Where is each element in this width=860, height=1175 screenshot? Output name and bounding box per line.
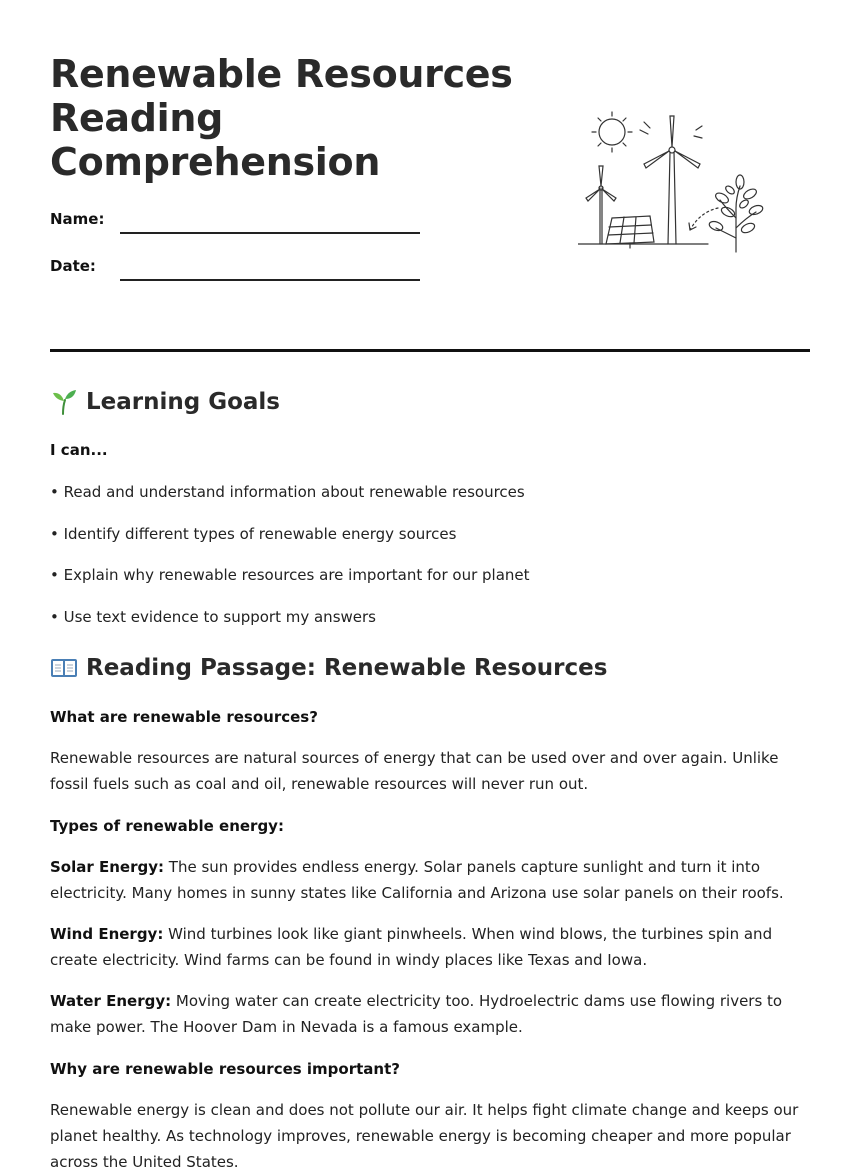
goal-item: • Use text evidence to support my answers: [50, 608, 376, 626]
title-line-3: Comprehension: [50, 140, 381, 184]
goal-item: • Read and understand information about renewable resources: [50, 483, 525, 501]
passage-question-2: Why are renewable resources important?: [50, 1060, 400, 1078]
name-label: Name:: [50, 210, 105, 228]
plant-icon: [708, 175, 764, 252]
wind-energy-label: Wind Energy:: [50, 925, 164, 943]
solar-energy-text: The sun provides endless energy. Solar panels capture sunlight and turn it into electricity. Many homes in sunny states like California and Arizona use solar panels on their roofs.: [50, 858, 784, 902]
open-book-icon: [50, 654, 78, 682]
solar-energy-label: Solar Energy:: [50, 858, 165, 876]
name-input[interactable]: [120, 232, 420, 234]
passage-paragraph-2: Renewable energy is clean and does not pollute our air. It helps fight climate change and keeps our planet healthy. As technology improves, renewable energy is becoming cheaper and more popular across the United States.: [50, 1101, 799, 1171]
water-energy-paragraph: [50, 988, 810, 1040]
passage-paragraph-1: Renewable resources are natural sources of energy that can be used over and over again. Unlike fossil fuels such as coal and oil, renewable resources will never run out.: [50, 749, 779, 793]
solar-energy-paragraph: [50, 854, 810, 906]
small-wind-turbine-icon: [586, 166, 616, 244]
wind-energy-text: Wind turbines look like giant pinwheels. When wind blows, the turbines spin and create electricity. Wind farms can be found in windy places like Texas and Iowa.: [50, 925, 773, 969]
goals-intro: I can...: [50, 441, 108, 459]
goal-item: • Explain why renewable resources are important for our planet: [50, 566, 530, 584]
seedling-icon: [50, 388, 78, 416]
title-line-2: Reading: [50, 96, 224, 140]
learning-goals-heading: [50, 388, 280, 416]
water-energy-label: Water Energy:: [50, 992, 172, 1010]
passage-question-1: What are renewable resources?: [50, 708, 318, 726]
dotted-arrow-icon: [690, 208, 718, 230]
page-title: [50, 52, 520, 184]
date-label: Date:: [50, 257, 96, 275]
learning-goals-heading-text: Learning Goals: [86, 389, 280, 415]
name-field-row: [50, 210, 430, 240]
wind-energy-paragraph: [50, 921, 810, 973]
sun-icon: [592, 112, 632, 152]
title-line-1: Renewable Resources: [50, 52, 513, 96]
goal-item: • Identify different types of renewable energy sources: [50, 525, 457, 543]
reading-passage-heading-text: Reading Passage: Renewable Resources: [86, 655, 608, 681]
reading-passage-heading: [50, 654, 607, 682]
types-heading: Types of renewable energy:: [50, 817, 284, 835]
water-energy-text: Moving water can create electricity too. Hydroelectric dams use flowing rivers to make power. The Hoover Dam in Nevada is a famous example.: [50, 992, 783, 1036]
date-input[interactable]: [120, 279, 420, 281]
section-divider: [50, 349, 810, 352]
renewable-energy-illustration: [578, 108, 778, 256]
date-field-row: [50, 257, 430, 287]
solar-panel-icon: [606, 216, 654, 248]
